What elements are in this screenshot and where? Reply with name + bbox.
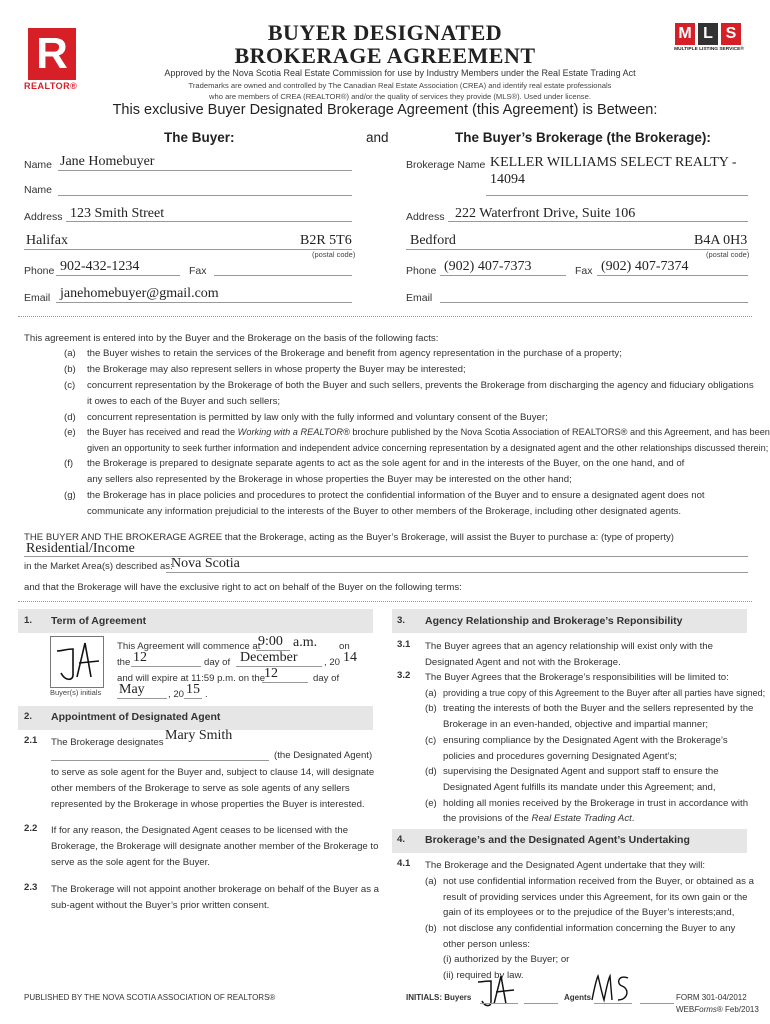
buyer-postal-field[interactable]: B2R 5T6: [300, 233, 352, 248]
item-4b-sub-i: (i) authorized by the Buyer; or: [443, 954, 570, 965]
fact-e-text-2: given an opportunity to seek further information and independent advice concerning representation by a designated agent and the other relationships discussed therein;: [87, 443, 769, 453]
section-4-1-line: The Brokerage and the Designated Agent undertake that they will:: [425, 860, 705, 871]
expire-text: and will expire at 11:59 p.m. on the: [117, 673, 266, 684]
item-3e-post: .: [631, 813, 635, 824]
brokerage-fax-line: [597, 275, 748, 276]
item-3a-letter: (a): [425, 688, 437, 699]
section-2-2-number: 2.2: [24, 823, 38, 834]
fact-e-text: [87, 425, 770, 441]
item-3c-line-2: policies and procedures governing Designated Agent’s;: [443, 751, 677, 762]
start-month-field[interactable]: December: [240, 650, 298, 665]
section-3-1-line-1: The Buyer agrees that an agency relationship will exist only with the: [425, 641, 713, 652]
trademark-text-1: Trademarks are owned and controlled by The Canadian Real Estate Association (CREA) and identify real estate professionals: [188, 81, 612, 90]
item-3e-pre: the provisions of the: [443, 813, 532, 824]
mls-logo: [673, 21, 745, 53]
trademark-text-2: who are members of CREA (REALTOR®) and/or the quality of services they provide (MLS®). Used under license.: [209, 92, 591, 101]
footer-buyer-initials-line-1: [480, 1003, 518, 1004]
fact-b-letter: (b): [64, 364, 76, 375]
start-day-field[interactable]: 12: [133, 650, 147, 665]
buyer-initials-box[interactable]: [50, 636, 104, 688]
section-2-title: Appointment of Designated Agent: [51, 711, 221, 723]
section-2-1-number: 2.1: [24, 735, 38, 746]
ampm-field[interactable]: a.m.: [293, 635, 318, 650]
start-year-prefix: , 20: [324, 657, 341, 668]
end-period: .: [205, 689, 208, 700]
buyer-email-label: Email: [24, 292, 51, 304]
section-3-title: Agency Relationship and Brokerage’s Reponsibility: [425, 615, 683, 627]
item-3e-letter: (e): [425, 798, 437, 809]
item-3e-line-2: [443, 811, 634, 827]
buyer-postal-label: (postal code): [312, 250, 356, 259]
item-4b-line-1: not disclose any confidential information concerning the Buyer to any: [443, 923, 736, 934]
market-area-field[interactable]: Nova Scotia: [171, 556, 240, 571]
section-4-number: 4.: [397, 834, 406, 845]
property-type-line: [24, 556, 748, 557]
buyer-address-field[interactable]: 123 Smith Street: [70, 206, 165, 221]
section-2-2-line-1: If for any reason, the Designated Agent ceases to be licensed with the: [51, 825, 349, 836]
section-3-1-line-2: Designated Agent and not with the Brokerage.: [425, 657, 621, 668]
footer-web-forms: [676, 1005, 759, 1014]
section-3-2-number: 3.2: [397, 670, 411, 681]
commence-text: This Agreement will commence at: [117, 641, 261, 652]
section-2-3-line-1: The Brokerage will not appoint another brokerage on behalf of the Buyer as a: [51, 884, 379, 895]
item-4a-line-3: gain of its employees or to the prejudice of the Buyer’s interests;and,: [443, 907, 735, 918]
terms-divider: [18, 601, 752, 602]
section-3-number: 3.: [397, 615, 406, 626]
end-day-field[interactable]: 12: [264, 666, 278, 681]
item-3d-line-1: supervising the Designated Agent and support staff to ensure the: [443, 766, 719, 777]
mls-logo-m: M: [675, 23, 695, 45]
brokerage-postal-label: (postal code): [706, 250, 750, 259]
brokerage-name-field-line2[interactable]: 14094: [490, 172, 525, 187]
fact-a-letter: (a): [64, 348, 76, 359]
fact-c-letter: (c): [64, 380, 76, 391]
brokerage-email-line[interactable]: [440, 302, 748, 303]
page-title-line1: BUYER DESIGNATED: [267, 20, 503, 45]
footer-buyer-initials-signature[interactable]: [474, 972, 518, 1010]
item-4b-sub-ii: (ii) required by law.: [443, 970, 524, 981]
the-text: the: [117, 657, 131, 668]
brokerage-name-line: [486, 195, 748, 196]
brokerage-address-label: Address: [406, 211, 445, 223]
market-area-label: in the Market Area(s) described as:: [24, 561, 173, 572]
section-2-3-line-2: sub-agent without the Buyer’s prior written consent.: [51, 900, 270, 911]
buyer-fax-label: Fax: [189, 265, 207, 277]
end-year-line: [184, 698, 202, 699]
brokerage-phone-line: [440, 275, 566, 276]
buyer-address-line: [66, 221, 352, 222]
item-4a-letter: (a): [425, 876, 437, 887]
brokerage-fax-field[interactable]: (902) 407-7374: [601, 259, 689, 274]
footer-agent-initials-line-1: [594, 1003, 632, 1004]
fact-a-text: the Buyer wishes to retain the services of the Brokerage and benefit from agency representation in the purchase of a property;: [87, 348, 622, 359]
brokerage-name-field-line1[interactable]: KELLER WILLIAMS SELECT REALTY -: [490, 155, 737, 170]
item-4a-line-1: not use confidential information received from the Buyer, or obtained as a: [443, 876, 754, 887]
buyer-city-field[interactable]: Halifax: [26, 233, 68, 248]
brokerage-city-field[interactable]: Bedford: [410, 233, 456, 248]
realtor-logo-text: REALTOR®: [24, 81, 78, 91]
approval-text: Approved by the Nova Scotia Real Estate Commission for use by Industry Members under the Real Estate Trading Act: [164, 68, 636, 78]
footer-agents-label: Agents: [564, 993, 592, 1002]
section-2-1-post: (the Designated Agent): [274, 750, 373, 761]
section-4-title: Brokerage’s and the Designated Agent’s Undertaking: [425, 834, 690, 846]
brokerage-postal-field[interactable]: B4A 0H3: [694, 233, 748, 248]
buyer-fax-line[interactable]: [214, 275, 352, 276]
fact-c-text: concurrent representation by the Brokerage of both the Buyer and such sellers, prevents the Brokerage from discharging the agency and fiduciary obligations: [87, 380, 754, 391]
section-3-1-number: 3.1: [397, 639, 411, 650]
start-year-field[interactable]: 14: [343, 650, 357, 665]
section-1-title: Term of Agreement: [51, 615, 147, 627]
designated-agent-field[interactable]: Mary Smith: [165, 728, 233, 743]
footer-web-pre: WEB: [676, 1005, 695, 1014]
buyer-address-label: Address: [24, 211, 63, 223]
day-of-text-1: day of: [204, 657, 231, 668]
buyer-initials-signature: [51, 637, 103, 687]
item-4a-line-2: result of providing services under this Agreement, for its own gain or the: [443, 892, 748, 903]
footer-published: PUBLISHED BY THE NOVA SCOTIA ASSOCIATION OF REALTORS®: [24, 993, 276, 1002]
page-title-line2: BROKERAGE AGREEMENT: [234, 43, 536, 68]
fact-g-letter: (g): [64, 490, 76, 501]
fact-g-text-2: communicate any information prejudicial to the interests of the Buyer to other members of the Brokerage, including other designated agents.: [87, 506, 682, 517]
section-2-1-line-2: other members of the Brokerage to serve as sole agents of any sellers: [51, 783, 350, 794]
fact-f-letter: (f): [64, 458, 74, 469]
mls-logo-l: L: [698, 23, 718, 45]
buyer-name-line: [58, 170, 352, 171]
brokerage-fax-label: Fax: [575, 265, 593, 277]
intro-text: This exclusive Buyer Designated Brokerage Agreement (this Agreement) is Between:: [112, 102, 658, 118]
start-day-line: [131, 666, 201, 667]
fact-f-text: the Brokerage is prepared to designate separate agents to act as the sole agent for and in the interests of the Buyer, on the one hand, and of: [87, 458, 685, 469]
commence-time-field[interactable]: 9:00: [258, 634, 283, 649]
item-3d-line-2: Designated Agent fulfills its mandate under this Agreement; and,: [443, 782, 716, 793]
buyer-email-line: [56, 302, 352, 303]
end-year-prefix: , 20: [168, 689, 185, 700]
footer-initials-label: INITIALS: Buyers: [406, 993, 472, 1002]
mls-logo-s: S: [721, 23, 741, 45]
item-3e-line-1: holding all monies received by the Brokerage in trust in accordance with: [443, 798, 749, 809]
fact-e-letter: (e): [64, 427, 76, 438]
fact-e-text-italic: Working with a REALTOR®: [237, 427, 350, 437]
item-3b-line-1: treating the interests of both the Buyer and the sellers represented by the: [443, 703, 754, 714]
purchase-exclusive-text: and that the Brokerage will have the exclusive right to act on behalf of the Buyer on the following terms:: [24, 582, 462, 593]
on-text: on: [339, 641, 350, 652]
section-2-2-line-3: serve as the sole agent for the Buyer.: [51, 857, 210, 868]
brokerage-heading: The Buyer’s Brokerage (the Brokerage):: [455, 130, 711, 145]
day-of-text-2: day of: [313, 673, 340, 684]
fact-f-text-2: any sellers also represented by the Brokerage in whose properties the Buyer may be interested on the other hand;: [87, 474, 572, 485]
realtor-logo-letter: R: [36, 29, 68, 78]
end-month-line: [117, 698, 167, 699]
end-month-field[interactable]: May: [119, 682, 145, 697]
item-3a-line-1: providing a true copy of this Agreement to the Buyer after all parties have signed;: [443, 688, 766, 698]
footer-buyer-initials-line-2[interactable]: [524, 1003, 558, 1004]
footer-web-italic: Forms: [694, 1005, 717, 1014]
brokerage-phone-label: Phone: [406, 265, 437, 277]
start-month-line: [236, 666, 322, 667]
brokerage-name-label: Brokerage Name: [406, 159, 486, 171]
section-1-number: 1.: [24, 615, 33, 626]
buyer-phone-field[interactable]: 902-432-1234: [60, 259, 140, 274]
section-2-1-line-1: to serve as sole agent for the Buyer and, subject to clause 14, will designate: [51, 767, 375, 778]
section-2-2-line-2: Brokerage, the Brokerage will designate another member of the Brokerage to: [51, 841, 379, 852]
fact-e-text-pre: the Buyer has received and read the: [87, 427, 238, 437]
item-3b-line-2: Brokerage in an even-handed, objective and impartial manner;: [443, 719, 709, 730]
item-3b-letter: (b): [425, 703, 437, 714]
section-2-1-line-3: represented by the Brokerage in whose properties the Buyer is interested.: [51, 799, 365, 810]
fact-c-text-2: it owes to each of the Buyer and such sellers;: [87, 396, 281, 407]
item-3c-letter: (c): [425, 735, 437, 746]
section-2-3-number: 2.3: [24, 882, 38, 893]
buyer-email-field[interactable]: janehomebuyer@gmail.com: [60, 286, 219, 301]
item-4b-line-2: other person unless:: [443, 939, 530, 950]
fact-e-text-post: brochure published by the Nova Scotia Association of REALTORS® and this Agreement, and has been: [349, 427, 770, 437]
mls-logo-caption: MULTIPLE LISTING SERVICE®: [674, 47, 744, 52]
brokerage-address-line: [448, 221, 748, 222]
buyer-name-label: Name: [24, 159, 53, 171]
buyer-heading: The Buyer:: [164, 130, 235, 145]
end-day-line: [262, 682, 308, 683]
buyer-phone-label: Phone: [24, 265, 55, 277]
facts-intro: This agreement is entered into by the Buyer and the Brokerage on the basis of the following facts:: [24, 333, 439, 344]
item-3d-letter: (d): [425, 766, 437, 777]
item-3e-italic: Real Estate Trading Act: [531, 813, 632, 824]
and-text: and: [366, 130, 389, 145]
buyer-phone-line: [56, 275, 180, 276]
brokerage-address-field[interactable]: 222 Waterfront Drive, Suite 106: [455, 206, 636, 221]
brokerage-email-label: Email: [406, 292, 433, 304]
buyer-name-field[interactable]: Jane Homebuyer: [60, 154, 155, 169]
section-4-1-number: 4.1: [397, 858, 411, 869]
header-divider: [18, 316, 752, 317]
brokerage-city-line: [406, 249, 748, 250]
section-3-2-line: The Buyer Agrees that the Brokerage’s responsibilities will be limited to:: [425, 672, 729, 683]
item-4b-letter: (b): [425, 923, 437, 934]
section-2-1-pre: The Brokerage designates: [51, 737, 164, 748]
market-area-line: [166, 572, 748, 573]
brokerage-phone-field[interactable]: (902) 407-7373: [444, 259, 532, 274]
realtor-logo: [28, 28, 76, 80]
fact-d-letter: (d): [64, 412, 76, 423]
footer-form-number: FORM 301-04/2012: [676, 993, 747, 1002]
fact-b-text: the Brokerage may also represent sellers in whose property the Buyer may be interested;: [87, 364, 466, 375]
purchase-agree-text: THE BUYER AND THE BROKERAGE AGREE that the Brokerage, acting as the Buyer’s Brokerage, will assist the Buyer to purchase a: (type of property): [24, 532, 674, 543]
designated-agent-line: [51, 760, 269, 761]
buyer-initials-label: Buyer(s) initials: [50, 688, 102, 697]
buyer-city-line: [24, 249, 352, 250]
buyer-name2-line[interactable]: [58, 195, 352, 196]
buyer-name2-label: Name: [24, 184, 53, 196]
fact-d-text: concurrent representation is permitted by law only with the fully informed and voluntary consent of the Buyer;: [87, 412, 548, 423]
footer-web-post: ® Feb/2013: [716, 1005, 759, 1014]
section-2-number: 2.: [24, 711, 33, 722]
fact-g-text: the Brokerage has in place policies and procedures to protect the confidential information of the Buyer and to ensure a designated agent does not: [87, 490, 705, 501]
property-type-field[interactable]: Residential/Income: [26, 541, 135, 556]
end-year-field[interactable]: 15: [186, 682, 200, 697]
item-3c-line-1: ensuring compliance by the Designated Agent with the Brokerage’s: [443, 735, 728, 746]
footer-agent-initials-line-2[interactable]: [640, 1003, 674, 1004]
